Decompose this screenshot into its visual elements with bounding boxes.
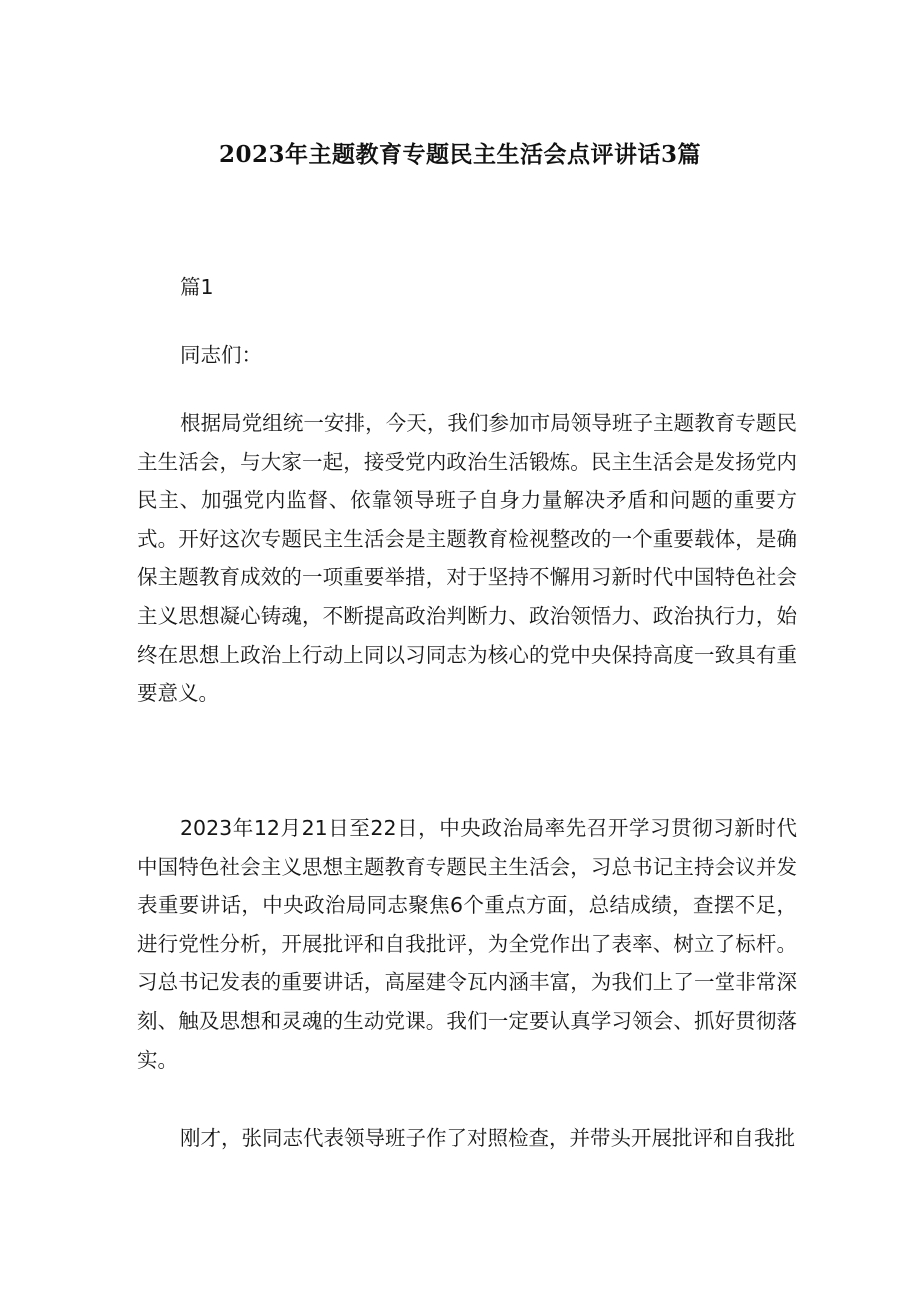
paragraph-2: 2023年12月21日至22日，中央政治局率先召开学习贯彻习新时代中国特色社会主义思想主题教育专题民主生活会，习总书记主持会议并发表重要讲话，中央政治局同志聚焦6个重点方面，总结成绩，查摆不足，进行党性分析，开展批评和自我批评，为全党作出了表率、树立了标杆。习总书记发表的重要讲话，高屋建令瓦内涵丰富，为我们上了一堂非常深刻、触及思想和灵魂的生动党课。我们一定要认真学习领会、抓好贯彻落实。 (137, 816, 797, 1072)
document-title: 2023年主题教育专题民主生活会点评讲话3篇 (218, 141, 702, 169)
paragraph-3: 刚才，张同志代表领导班子作了对照检查，并带头开展批评和自我批 (180, 1126, 795, 1150)
greeting: 同志们： (180, 343, 262, 367)
section-label: 篇1 (180, 275, 214, 299)
paragraph-1: 根据局党组统一安排，今天，我们参加市局领导班子主题教育专题民主生活会，与大家一起，接受党内政治生活锻炼。民主生活会是发扬党内民主、加强党内监督、依靠领导班子自身力量解决矛盾和问题的重要方式。开好这次专题民主生活会是主题教育检视整改的一个重要载体，是确保主题教育成效的一项重要举措，对于坚持不懈用习新时代中国特色社会主义思想凝心铸魂，不断提高政治判断力、政治领悟力、政治执行力，始终在思想上政治上行动上同以习同志为核心的党中央保持高度一致具有重要意义。 (137, 411, 797, 706)
